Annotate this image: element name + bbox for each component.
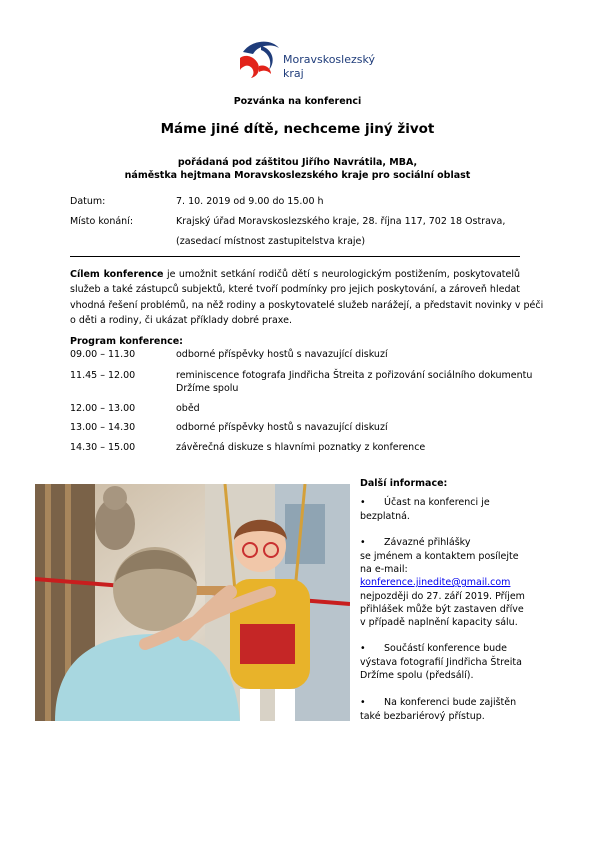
goal-line3: vhodná řešení problémů, na něž rodiny a poskytovatelé služeb narážejí, a představit novinky v péči [70,299,544,311]
place-value-line1: Krajský úřad Moravskoslezského kraje, 28. října 117, 702 18 Ostrava, [176,216,506,227]
goal-line2: služeb a také zástupců subjektů, které tvoří podmínky pro jejich poskytování, a zároveň hledat [70,284,521,296]
info-heading: Další informace: [360,478,448,489]
program-desc-1: odborné příspěvky hostů s navazující diskuzí [176,349,388,360]
program-time-1: 09.00 – 11.30 [70,349,136,360]
info-2-line5: nejpozději do 27. září 2019. Příjem [360,591,525,602]
logo-text-line2: kraj [283,67,304,80]
date-label: Datum: [70,196,106,207]
info-2-line3: na e-mail: [360,564,408,575]
info-4-line1: Na konferenci bude zajištěn [384,697,517,708]
program-desc-2: reminiscence fotografa Jindřicha Štreita z pořizování sociálního dokumentu [176,370,533,381]
program-desc-4: odborné příspěvky hostů s navazující diskuzí [176,422,388,433]
date-value: 7. 10. 2019 od 9.00 do 15.00 h [176,196,324,207]
bullet-3: • [360,643,366,654]
info-3-line2: výstava fotografií Jindřicha Štreita [360,657,522,668]
bullet-1: • [360,497,366,508]
info-3-line3: Držíme spolu (předsálí). [360,670,474,681]
program-time-5: 14.30 – 15.00 [70,442,136,453]
info-4-line2: také bezbariérový přístup. [360,711,485,722]
goal-line4: o děti a rodiny, či ukázat příklady dobré praxe. [70,315,293,327]
program-time-3: 12.00 – 13.00 [70,403,136,414]
patronage-line1: pořádaná pod záštitou Jiřího Navrátila, MBA, [177,157,418,168]
program-heading: Program konference: [70,336,183,347]
goal-line1 [70,267,520,282]
bullet-4: • [360,697,366,708]
program-desc-2b: Držíme spolu [176,383,239,394]
program-desc-5: závěrečná diskuze s hlavními poznatky z konference [176,442,426,453]
goal-line1-rest: je umožnit setkání rodičů dětí s neurologickým postižením, poskytovatelů [163,269,521,280]
info-1-line1: Účast na konferenci je [384,497,490,508]
program-time-4: 13.00 – 14.30 [70,422,136,433]
program-time-2: 11.45 – 12.00 [70,370,136,381]
info-2-line7: v případě naplnění kapacity sálu. [360,617,518,628]
photo-therapy-child-with-caregiver-icon [35,484,350,721]
goal-paragraph [70,267,544,329]
program-desc-3: oběd [176,403,200,414]
place-label: Místo konání: [70,216,134,227]
bullet-2: • [360,537,366,548]
invitation-label: Pozvánka na konferenci [233,96,362,107]
conference-title: Máme jiné dítě, nechceme jiný život [160,121,435,137]
registration-email-link[interactable]: konference.jinedite@gmail.com [360,577,511,588]
section-divider [70,256,520,257]
info-2-line1: Závazné přihlášky [384,537,471,548]
goal-bold: Cílem konference [70,269,164,280]
moravskoslezsky-kraj-logo-icon [237,36,283,86]
logo-text-line1: Moravskoslezský [283,53,375,66]
conference-photo [35,484,350,721]
info-1-line2: bezplatná. [360,511,410,522]
info-3-line1: Součástí konference bude [384,643,508,654]
info-2-line2: se jménem a kontaktem posílejte [360,551,519,562]
place-value-line2: (zasedací místnost zastupitelstva kraje) [176,236,366,247]
region-logo [237,36,387,88]
patronage-line2: náměstka hejtmana Moravskoslezského kraje pro sociální oblast [124,170,471,181]
info-2-line6: přihlášek může být zastaven dříve [360,604,524,615]
